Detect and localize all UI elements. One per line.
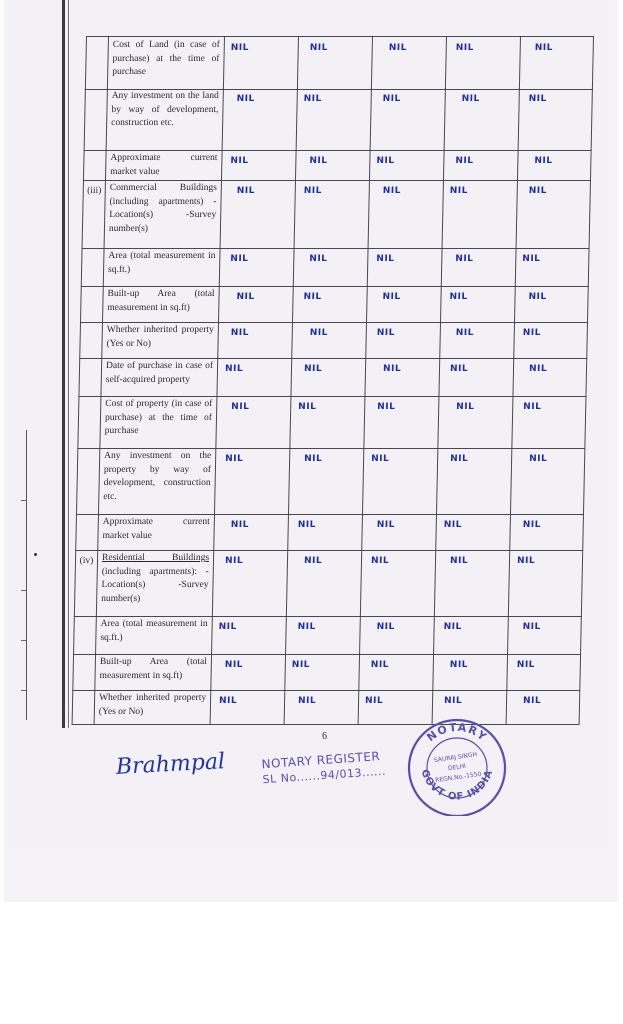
value-cell xyxy=(363,396,438,448)
value-cell xyxy=(370,88,445,150)
handwritten-nil: NIL xyxy=(528,186,547,196)
table-row xyxy=(76,448,585,515)
handwritten-nil: NIL xyxy=(528,94,547,104)
value-cell xyxy=(212,550,287,616)
value-cell xyxy=(369,150,444,180)
value-cell xyxy=(434,550,509,616)
table-row xyxy=(79,322,588,359)
handwritten-nil: NIL xyxy=(449,660,469,670)
asset-declaration-table xyxy=(72,36,594,720)
value-cell xyxy=(284,690,359,724)
value-cell xyxy=(215,396,290,448)
table-row xyxy=(73,616,582,655)
handwritten-nil: NIL xyxy=(298,402,317,412)
value-cell xyxy=(364,358,439,396)
section-number-cell xyxy=(75,514,98,550)
handwritten-nil: NIL xyxy=(236,94,255,104)
value-cell xyxy=(366,286,441,322)
value-cell xyxy=(210,654,285,690)
handwritten-nil: NIL xyxy=(376,520,395,530)
handwritten-nil: NIL xyxy=(455,254,474,264)
value-cell xyxy=(506,654,581,690)
value-cell xyxy=(368,180,443,248)
handwritten-nil: NIL xyxy=(376,156,395,166)
handwritten-nil: NIL xyxy=(455,43,474,53)
handwritten-nil: NIL xyxy=(450,454,469,464)
section-number-cell xyxy=(73,616,96,654)
handwritten-nil: NIL xyxy=(534,156,553,166)
handwritten-nil: NIL xyxy=(291,660,311,670)
svg-text:NOTARY xyxy=(424,721,489,744)
handwritten-nil: NIL xyxy=(376,622,395,632)
value-cell xyxy=(361,514,436,550)
value-cell xyxy=(365,322,440,358)
value-cell xyxy=(360,550,435,616)
handwritten-nil: NIL xyxy=(224,556,244,566)
handwritten-nil: NIL xyxy=(303,556,323,566)
handwritten-nil: NIL xyxy=(230,254,249,264)
value-cell xyxy=(294,180,369,248)
seal-top-text: NOTARY xyxy=(424,720,490,745)
value-cell xyxy=(509,514,584,550)
margin-tick xyxy=(21,690,27,691)
item-subtext: (including apartments): -Location(s) -Survey number(s) xyxy=(101,566,209,604)
table-row xyxy=(78,358,587,397)
value-cell xyxy=(210,690,285,724)
value-cell xyxy=(219,248,294,286)
handwritten-nil: NIL xyxy=(371,454,390,464)
handwritten-nil: NIL xyxy=(236,186,255,196)
item-description: Whether inherited property (Yes or No) xyxy=(101,322,218,358)
handwritten-nil: NIL xyxy=(225,454,244,464)
handwritten-nil: NIL xyxy=(297,696,317,706)
value-cell xyxy=(515,248,590,286)
value-cell xyxy=(511,396,586,448)
value-cell xyxy=(362,448,437,514)
section-number-cell xyxy=(83,150,106,180)
value-cell xyxy=(218,286,293,322)
handwritten-nil: NIL xyxy=(461,94,480,104)
handwritten-nil: NIL xyxy=(304,454,323,464)
handwritten-nil: NIL xyxy=(224,364,244,374)
value-cell xyxy=(441,248,516,286)
value-cell xyxy=(507,616,582,654)
section-number-cell xyxy=(84,88,107,150)
section-number-cell: (iv) xyxy=(74,550,97,616)
seal-place: DELHI xyxy=(447,762,467,773)
handwritten-nil: NIL xyxy=(376,254,395,264)
value-cell xyxy=(214,448,289,514)
handwritten-nil: NIL xyxy=(309,254,328,264)
value-cell xyxy=(221,150,296,180)
handwritten-nil: NIL xyxy=(377,402,396,412)
table-row xyxy=(75,514,584,551)
value-cell xyxy=(293,248,368,286)
item-description: Approximate current market value xyxy=(105,150,222,180)
value-cell xyxy=(213,514,288,550)
notary-register-serial: SL No......94/013...... xyxy=(262,764,387,787)
table-row xyxy=(80,286,589,323)
value-cell xyxy=(223,37,298,89)
handwritten-nil: NIL xyxy=(388,43,407,53)
value-cell xyxy=(285,616,360,654)
table-row xyxy=(84,88,593,151)
value-cell xyxy=(216,358,291,396)
value-cell xyxy=(510,448,585,514)
handwritten-nil: NIL xyxy=(522,328,542,338)
value-cell xyxy=(506,690,581,724)
value-cell xyxy=(437,396,512,448)
item-description: Area (total measurement in sq.ft.) xyxy=(103,248,220,286)
handwritten-nil: NIL xyxy=(224,660,244,670)
item-description: Commercial Buildings (including apartments) -Location(s) -Survey number(s) xyxy=(104,180,221,248)
handwritten-nil: NIL xyxy=(456,402,475,412)
value-cell xyxy=(292,286,367,322)
value-cell xyxy=(371,37,446,89)
handwritten-nil: NIL xyxy=(382,94,401,104)
handwritten-nil: NIL xyxy=(522,696,542,706)
value-cell xyxy=(217,322,292,358)
section-number-cell xyxy=(79,322,102,358)
handwritten-nil: NIL xyxy=(443,622,462,632)
value-cell xyxy=(284,654,359,690)
item-heading: Residential Buildings xyxy=(101,553,210,563)
handwritten-nil: NIL xyxy=(230,328,250,338)
handwritten-nil: NIL xyxy=(523,402,542,412)
handwritten-nil: NIL xyxy=(382,364,402,374)
notary-register-title: NOTARY REGISTER xyxy=(261,749,381,772)
value-cell xyxy=(439,322,514,358)
item-description: Whether inherited property (Yes or No) xyxy=(94,690,211,724)
handwritten-nil: NIL xyxy=(522,254,541,264)
item-description: Built-up Area (total measurement in sq.ft) xyxy=(102,286,219,322)
table-row xyxy=(82,180,591,249)
handwritten-nil: NIL xyxy=(370,556,390,566)
value-cell xyxy=(286,550,361,616)
value-cell xyxy=(291,322,366,358)
speck xyxy=(34,553,37,556)
margin-tick xyxy=(21,640,27,641)
item-description xyxy=(96,550,213,616)
section-number-cell xyxy=(72,690,95,724)
margin-tick xyxy=(21,500,27,501)
handwritten-nil: NIL xyxy=(231,402,250,412)
handwritten-nil: NIL xyxy=(449,186,468,196)
margin-tick xyxy=(21,590,27,591)
value-cell xyxy=(287,514,362,550)
handwritten-nil: NIL xyxy=(382,186,401,196)
handwritten-nil: NIL xyxy=(516,556,536,566)
handwritten-nil: NIL xyxy=(382,292,401,302)
section-number-cell xyxy=(72,654,95,690)
value-cell xyxy=(358,654,433,690)
table-row xyxy=(81,248,590,287)
handwritten-nil: NIL xyxy=(449,556,469,566)
table-row xyxy=(77,396,586,449)
table-row xyxy=(85,36,594,90)
item-description: Any investment on the land by way of development, construction etc. xyxy=(106,88,223,150)
handwritten-nil: NIL xyxy=(455,156,474,166)
left-margin-rule xyxy=(26,430,27,720)
value-cell xyxy=(220,180,295,248)
handwritten-nil: NIL xyxy=(449,364,469,374)
handwritten-nil: NIL xyxy=(534,43,553,53)
value-cell xyxy=(517,150,592,180)
value-cell xyxy=(512,358,587,396)
item-description: Built-up Area (total measurement in sq.ft) xyxy=(94,654,211,690)
value-cell xyxy=(367,248,442,286)
section-number-cell xyxy=(81,248,104,286)
handwritten-nil: NIL xyxy=(449,292,468,302)
seal-regn: REGN.No.-1550 xyxy=(434,770,482,785)
section-number-cell xyxy=(80,286,103,322)
handwritten-nil: NIL xyxy=(376,328,396,338)
value-cell xyxy=(444,88,519,150)
item-description: Cost of Land (in case of purchase) at the time of purchase xyxy=(107,37,224,89)
handwritten-nil: NIL xyxy=(303,94,322,104)
section-number-cell: (iii) xyxy=(82,180,105,248)
handwritten-nil: NIL xyxy=(236,292,255,302)
section-number-cell xyxy=(78,358,101,396)
value-cell xyxy=(508,550,583,616)
handwritten-nil: NIL xyxy=(303,364,323,374)
handwritten-nil: NIL xyxy=(529,454,548,464)
value-cell xyxy=(289,396,364,448)
handwritten-nil: NIL xyxy=(297,622,316,632)
value-cell xyxy=(443,150,518,180)
signature: Brahmpal xyxy=(115,749,226,780)
value-cell xyxy=(359,616,434,654)
item-description: Date of purchase in case of self-acquired property xyxy=(100,358,217,396)
value-cell xyxy=(433,616,508,654)
seal-bottom-text: GOVT OF INDIA xyxy=(418,768,496,803)
value-cell xyxy=(295,150,370,180)
handwritten-nil: NIL xyxy=(303,292,322,302)
item-description: Approximate current market value xyxy=(97,514,214,550)
item-description: Any investment on the property by way of development, construction etc. xyxy=(98,448,215,514)
value-cell xyxy=(297,37,372,89)
section-number-cell xyxy=(76,448,99,514)
section-number-cell xyxy=(77,396,100,448)
handwritten-nil: NIL xyxy=(443,520,462,530)
value-cell xyxy=(513,322,588,358)
binding-margin-line-thin xyxy=(68,0,69,728)
value-cell xyxy=(290,358,365,396)
handwritten-nil: NIL xyxy=(230,156,249,166)
value-cell xyxy=(440,286,515,322)
handwritten-nil: NIL xyxy=(309,328,329,338)
value-cell xyxy=(514,286,589,322)
table-row xyxy=(83,150,592,181)
item-description: Area (total measurement in sq.ft.) xyxy=(95,616,212,654)
table-row xyxy=(74,550,583,617)
handwritten-nil: NIL xyxy=(297,520,316,530)
handwritten-nil: NIL xyxy=(218,622,237,632)
value-cell xyxy=(435,514,510,550)
handwritten-nil: NIL xyxy=(364,696,384,706)
handwritten-nil: NIL xyxy=(516,660,536,670)
handwritten-nil: NIL xyxy=(370,660,390,670)
table-row xyxy=(72,654,581,691)
handwritten-nil: NIL xyxy=(522,622,541,632)
value-cell xyxy=(211,616,286,654)
section-number-cell xyxy=(85,37,108,89)
value-cell xyxy=(432,654,507,690)
value-cell xyxy=(436,448,511,514)
value-cell xyxy=(222,88,297,150)
value-cell xyxy=(516,180,591,248)
value-cell xyxy=(518,88,593,150)
value-cell xyxy=(438,358,513,396)
value-cell xyxy=(442,180,517,248)
handwritten-nil: NIL xyxy=(528,292,547,302)
handwritten-nil: NIL xyxy=(230,43,249,53)
handwritten-nil: NIL xyxy=(522,520,541,530)
handwritten-nil: NIL xyxy=(455,328,475,338)
handwritten-nil: NIL xyxy=(309,43,328,53)
value-cell xyxy=(296,88,371,150)
handwritten-nil: NIL xyxy=(218,696,238,706)
seal-name: SAURAJ SINGH xyxy=(433,751,478,765)
handwritten-nil: NIL xyxy=(443,696,463,706)
handwritten-nil: NIL xyxy=(303,186,322,196)
value-cell xyxy=(288,448,363,514)
notary-seal xyxy=(404,716,510,816)
page-number: 6 xyxy=(322,731,327,742)
handwritten-nil: NIL xyxy=(309,156,328,166)
handwritten-nil: NIL xyxy=(230,520,249,530)
item-description: Cost of property (in case of purchase) at the time of purchase xyxy=(99,396,216,448)
binding-margin-line xyxy=(62,0,65,728)
value-cell xyxy=(445,37,520,89)
handwritten-nil: NIL xyxy=(528,364,548,374)
value-cell xyxy=(519,37,594,89)
